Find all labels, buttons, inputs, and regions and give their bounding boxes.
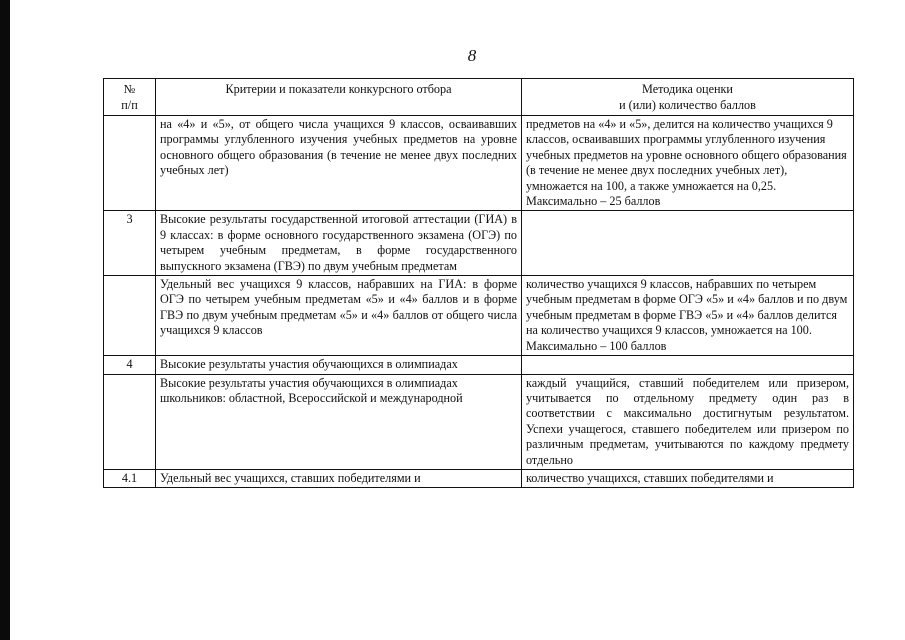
row-number: 4.1 <box>104 469 156 487</box>
header-method-line2: и (или) количество баллов <box>619 98 756 112</box>
row-method-text: предметов на «4» и «5», делится на количество учащихся 9 классов, осваивавших программы углубленного изучения учебных предметов на уровне основного общего образования (в течение не менее двух последних учебных лет), умножается на 100, а также умножается на 0,25. <box>526 117 847 193</box>
criteria-table <box>103 78 854 488</box>
row-number <box>104 116 156 211</box>
header-num-line2: п/п <box>121 98 138 112</box>
row-method: количество учащихся, ставших победителями и <box>522 469 854 487</box>
row-criteria: Удельный вес учащихся, ставших победителями и <box>156 469 522 487</box>
row-number: 3 <box>104 211 156 276</box>
row-number: 4 <box>104 356 156 374</box>
table-row <box>104 211 854 276</box>
row-method-max: Максимально – 100 баллов <box>526 338 667 353</box>
header-num-line1: № <box>123 82 136 96</box>
table-row <box>104 469 854 487</box>
row-number <box>104 374 156 469</box>
row-method-max: Максимально – 25 баллов <box>526 194 661 209</box>
table-row <box>104 356 854 374</box>
row-method <box>522 276 854 356</box>
page-number: 8 <box>467 46 477 65</box>
header-criteria <box>156 79 522 116</box>
header-num <box>104 79 156 116</box>
header-method <box>522 79 854 116</box>
header-method-line1: Методика оценки <box>642 82 733 96</box>
row-method <box>522 356 854 374</box>
table-header-row <box>104 79 854 116</box>
table-row <box>104 276 854 356</box>
row-criteria: Высокие результаты участия обучающихся в олимпиадах <box>156 356 522 374</box>
table-row <box>104 116 854 211</box>
scan-edge <box>0 0 10 640</box>
row-criteria: Удельный вес учащихся 9 классов, набравших на ГИА: в форме ОГЭ по четырем учебным предметам «5» и «4» баллов и в форме ГВЭ по двум учебным предметам «5» и «4» баллов от общего числа учащихся 9 классов <box>156 276 522 356</box>
row-method-text: количество учащихся 9 классов, набравших по четырем учебным предметам в форме ОГЭ «5» и «4» баллов и по двум учебным предметам в форме ГВЭ «5» и «4» баллов делится на количество учащихся 9 классов, умножается на 100. <box>526 277 848 338</box>
row-method: каждый учащийся, ставший победителем или призером, учитывается по отдельному предмету один раз в соответствии с максимально достигнутым результатом. Успехи учащегося, ставшего победителем или призером по различным предметам, учитываются по каждому предмету отдельно <box>522 374 854 469</box>
row-criteria: Высокие результаты государственной итоговой аттестации (ГИА) в 9 классах: в форме основного государственного экзамена (ОГЭ) по четырем учебным предметам, в форме государственного выпускного экзамена (ГВЭ) по двум учебным предметам <box>156 211 522 276</box>
table-row <box>104 374 854 469</box>
row-criteria: на «4» и «5», от общего числа учащихся 9 классов, осваивавших программы углубленного изучения учебных предметов на уровне основного общего образования (в течение не менее двух последних учебных лет) <box>156 116 522 211</box>
row-criteria: Высокие результаты участия обучающихся в олимпиадах школьников: областной, Всероссийской и международной <box>156 374 522 469</box>
row-number <box>104 276 156 356</box>
row-method <box>522 211 854 276</box>
header-criteria-text: Критерии и показатели конкурсного отбора <box>225 82 452 96</box>
row-method <box>522 116 854 211</box>
